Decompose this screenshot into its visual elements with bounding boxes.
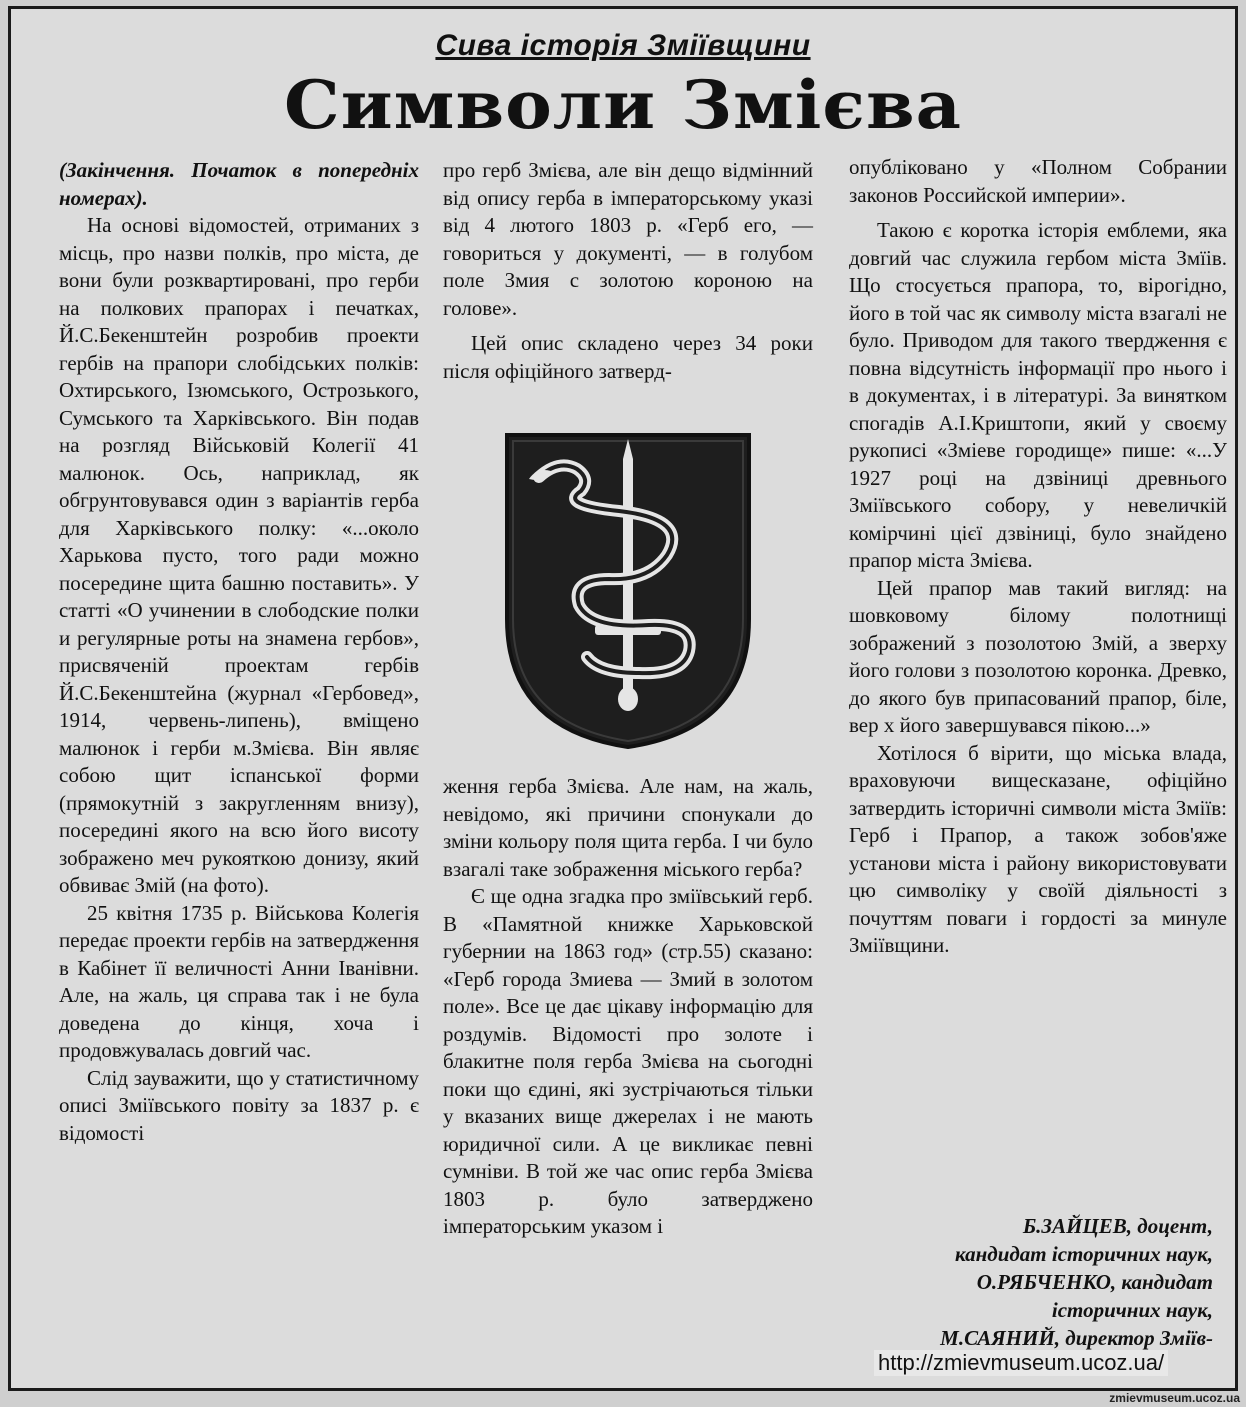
signature-line: М.САЯНИЙ, директор Зміїв- [940, 1326, 1213, 1350]
paragraph: Цей прапор мав такий вигляд: на шовковому білому полотнищі зображений з позолотою Змій, а зверху його голови з позолотою коронка. Древко, до якого був припасований прапор, біле, вер х його завершувався пікою...» [849, 575, 1227, 737]
column-2 [443, 157, 813, 1241]
signature-line: кандидат історичних наук, [955, 1242, 1213, 1266]
paragraph: Такою є коротка історія емблеми, яка довгий час служила гербом міста Змїів. Що стосується прапора, то, вірогідно, його в той час як символу міста взагалі не було. Приводом для такого твердження є повна відсутність інформації про нього і в документах, і в літературі. За винятком спогадів А.І.Криштопи, який у своєму рукописі «Зміеве городище» пише: «...У 1927 році на дзвіниці древнього Зміївського собору, у невеличкій комірчині цієї дзвіниці, було знайдено прапор міста Змієва. [849, 218, 1227, 572]
signature-line: Б.ЗАЙЦЕВ, доцент, [1022, 1214, 1213, 1238]
paragraph: ження герба Змієва. Але нам, на жаль, невідомо, які причини спонукали до зміни кольору поля щита герба. І чи було взагалі таке зображення міського герба? [443, 774, 813, 881]
article-frame [8, 6, 1238, 1391]
author-signature [833, 1212, 1213, 1352]
site-watermark: zmievmuseum.ucoz.ua [1109, 1391, 1240, 1405]
article-headline: Символи Змієва [284, 65, 962, 144]
source-url-overlay[interactable]: http://zmievmuseum.ucoz.ua/ [874, 1350, 1168, 1376]
rubric-title: Сива історія Зміївщини [435, 29, 811, 62]
paragraph: про герб Змієва, але він дещо відмінний від опису герба в імператорському указі від 4 лютого 1803 р. «Герб его, — говориться у документі, — в голубом поле Змия с золотою короною на голове». [443, 158, 813, 320]
paragraph: На основі відомостей, отриманих з місць, про назви полків, про міста, де вони були розквартировані, про герби на полкових прапорах і печатках, Й.С.Бекенштейн розробив проекти гербів на прапори слобідських полків: Охтирського, Ізюмського, Острозького, Сумського та Харківського. Він подав на розгляд Військовій Колегії 41 малюнок. Ось, наприклад, як обгрунтовувався один з варіантів герба для Харківського полку: «...около Харькова пусто, того ради можно посередине щита башню поставить». У статті «О учинении в слободские полки и регулярные роты на знамена гербов», присвяченій проектам гербів Й.С.Бекенштейна (журнал «Гербовед», 1914, червень-липень), вміщено малюнок і герби м.Змієва. Він являє собою щит іспанської форми (прямокутній з закругленням внизу), посередині якого на всю його висоту зображено меч рукояткою донизу, який обвиває Змій (на фото). [59, 213, 419, 897]
paragraph: Цей опис складено через 34 роки після офіційного затверд- [443, 331, 813, 383]
coat-of-arms-serpent-sword-icon [499, 429, 757, 751]
signature-line: історичних наук, [1051, 1298, 1213, 1322]
paragraph: опубліковано у «Полном Собрании законов Российской империи». [849, 155, 1227, 207]
column-1 [59, 157, 419, 1147]
paragraph: Є ще одна згадка про зміївський герб. В «Памятной книжке Харьковской губернии на 1863 год» (стр.55) сказано: «Герб города Змиева — Змий в золотом поле». Все це дає цікаву інформацію для роздумів. Відомості про золоте і блакитне поля герба Змієва на сьогодні поки що єдині, які зустрічаються тільки у вказаних вище джерелах і не мають юридичної сили. А це викликає певні сумніви. В той же час опис герба Змієва 1803 р. було затверджено імператорським указом і [443, 884, 813, 1238]
continuation-note: (Закінчення. Початок в попередніх номерах). [59, 158, 419, 210]
signature-line: О.РЯБЧЕНКО, кандидат [976, 1270, 1213, 1294]
paragraph: Хотілося б вірити, що міська влада, враховуючи вищесказане, офіційно затвердить історичні символи міста Зміїв: Герб і Прапор, а також зобов'яже установи міста і району використовувати цю символіку у своїй діяльності з почуттям поваги і гордості за минуле Зміївщини. [849, 740, 1227, 957]
column-3 [849, 154, 1227, 960]
paragraph: 25 квітня 1735 р. Військова Колегія передає проекти гербів на затвердження в Кабінет її величності Анни Іванівни. Але, на жаль, ця справа так і не була доведена до кінця, хоча і продовжувалась довгий час. [59, 900, 419, 1062]
paragraph: Слід зауважити, що у статистичному описі Зміївського повіту за 1837 р. є відомості [59, 1065, 419, 1145]
